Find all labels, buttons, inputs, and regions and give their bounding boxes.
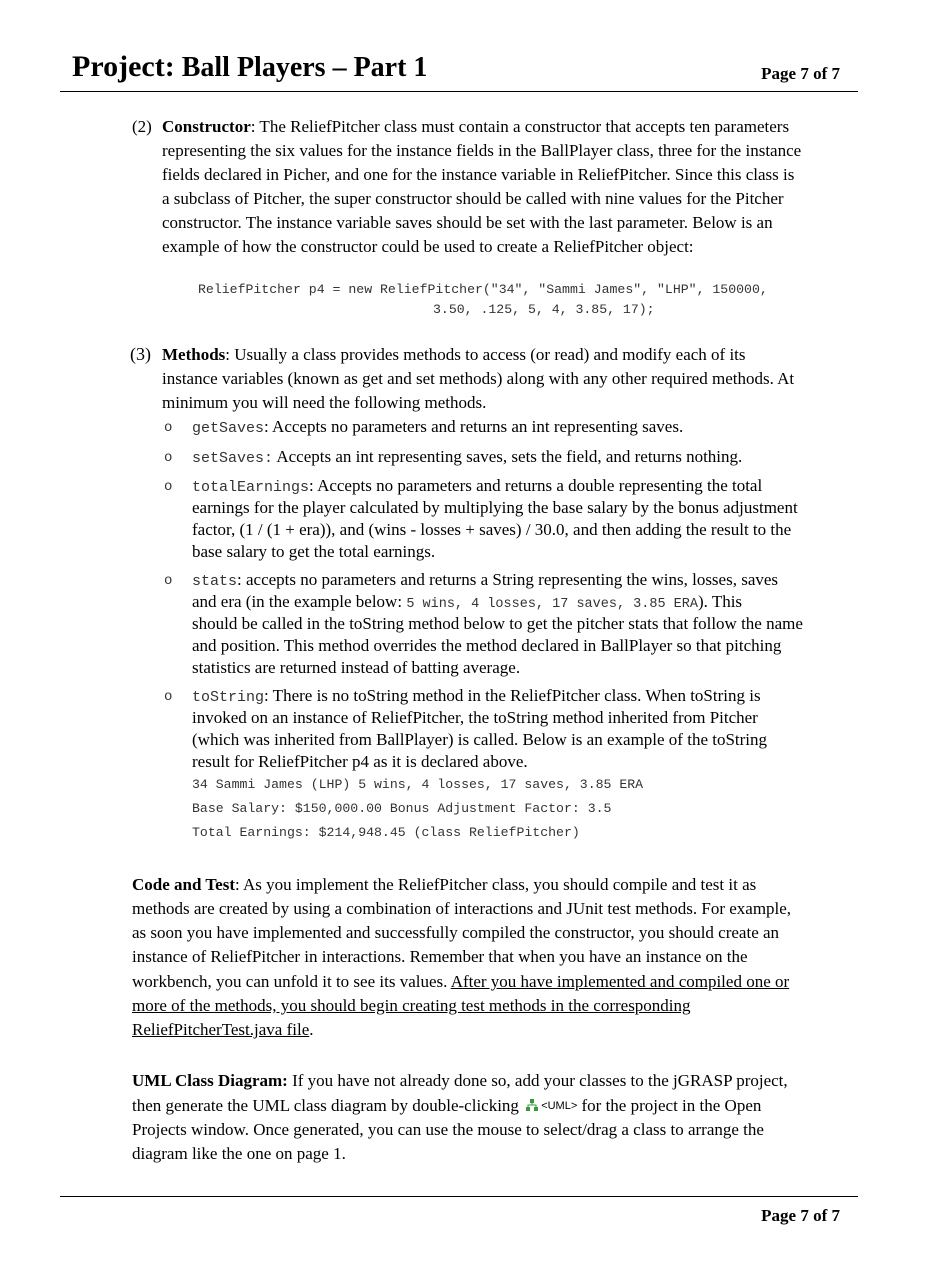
code-test-line-7: ReliefPitcherTest.java file. [132, 1020, 314, 1039]
constructor-number: (2) [132, 117, 152, 136]
method-name-setsaves: setSaves: [192, 450, 274, 467]
tostring-line-4: result for ReliefPitcher p4 as it is declared above. [192, 752, 528, 771]
list-item: toString: There is no toString method in the ReliefPitcher class. When toString is [192, 686, 761, 706]
uml-line-3: Projects window. Once generated, you can use the mouse to select/drag a class to arrange the [132, 1120, 764, 1139]
uml-diagram-icon [525, 1098, 539, 1112]
code-test-heading: Code and Test [132, 875, 235, 894]
constructor-line-6: example of how the constructor could be used to create a ReliefPitcher object: [162, 237, 694, 256]
constructor-code-line-1: ReliefPitcher p4 = new ReliefPitcher("34", "Sammi James", "LHP", 150000, [198, 282, 768, 297]
list-item: getSaves: Accepts no parameters and returns an int representing saves. [192, 417, 684, 437]
totalearnings-line-4: base salary to get the total earnings. [192, 542, 436, 561]
constructor-heading: Constructor [162, 117, 251, 136]
methods-line-3: minimum you will need the following methods. [162, 393, 487, 412]
tostring-output-line-2: Base Salary: $150,000.00 Bonus Adjustment Factor: 3.5 [192, 801, 612, 816]
title-prefix: Project: [72, 50, 175, 83]
list-item: totalEarnings: Accepts no parameters and returns a double representing the total [192, 476, 763, 496]
totalearnings-line-3: factor, (1 / (1 + era)), and (wins - losses + saves) / 30.0, and then adding the result to the [192, 520, 792, 539]
uml-heading: UML Class Diagram: [132, 1071, 288, 1090]
method-name-stats: stats [192, 573, 238, 590]
tostring-output-line-3: Total Earnings: $214,948.45 (class ReliefPitcher) [192, 825, 580, 840]
constructor-line-3: fields declared in Picher, and one for the instance variable in ReliefPitcher. Since this class is [162, 165, 795, 184]
methods-line-2: instance variables (known as get and set methods) along with any other required methods. At [162, 369, 795, 388]
method-name-tostring: toString [192, 689, 265, 706]
code-test-underlined-3: ReliefPitcherTest.java file [132, 1020, 310, 1039]
uml-icon-label: <UML> [541, 1100, 578, 1112]
list-item: stats: accepts no parameters and returns a String representing the wins, losses, saves [192, 570, 779, 590]
methods-number: (3) [130, 344, 151, 364]
code-test-line-5: workbench, you can unfold it to see its values. After you have implemented and compiled one or [132, 972, 790, 991]
stats-inline-code: 5 wins, 4 losses, 17 saves, 3.85 ERA [406, 597, 698, 612]
method-name-getsaves: getSaves [192, 420, 265, 437]
title-rest: Ball Players – Part 1 [181, 52, 428, 83]
page-title [72, 50, 427, 84]
tostring-output-line-1: 34 Sammi James (LHP) 5 wins, 4 losses, 17 saves, 3.85 ERA [192, 777, 644, 792]
methods-line-1: Methods: Usually a class provides methods to access (or read) and modify each of its [162, 345, 746, 364]
header-rule [60, 91, 858, 92]
totalearnings-line-2: earnings for the player calculated by multiplying the base salary by the bonus adjustment [192, 498, 798, 517]
code-test-underlined-2: more of the methods, you should begin creating test methods in the corresponding [132, 996, 691, 1015]
code-test-line-3: as soon you have implemented and successfully compiled the constructor, you should create an [132, 923, 780, 942]
bullet: o [164, 479, 173, 495]
constructor-code-line-2: 3.50, .125, 5, 4, 3.85, 17); [433, 302, 655, 317]
uml-line-2: then generate the UML class diagram by double-clicking <UML> for the project in the Open [132, 1096, 762, 1115]
stats-line-3: should be called in the toString method below to get the pitcher stats that follow the name [192, 614, 803, 633]
bullet: o [164, 450, 173, 466]
bullet: o [164, 420, 173, 436]
list-item: setSaves: Accepts an int representing saves, sets the field, and returns nothing. [192, 447, 743, 467]
bullet: o [164, 573, 173, 589]
footer-rule [60, 1196, 858, 1197]
stats-line-4: and position. This method overrides the method declared in BallPlayer so that pitching [192, 636, 782, 655]
constructor-line-4: a subclass of Pitcher, the super constructor should be called with nine values for the Pitcher [162, 189, 784, 208]
header-page-number: Page 7 of 7 [761, 64, 840, 83]
code-test-line-2: methods are created by using a combination of interactions and JUnit test methods. For example, [132, 899, 792, 918]
method-name-totalearnings: totalEarnings [192, 479, 310, 496]
methods-heading: Methods [162, 345, 226, 364]
footer-page-number: Page 7 of 7 [761, 1206, 840, 1225]
code-test-line-1: Code and Test: As you implement the ReliefPitcher class, you should compile and test it as [132, 875, 757, 894]
uml-line-1: UML Class Diagram: If you have not already done so, add your classes to the jGRASP project, [132, 1071, 788, 1090]
code-test-line-4: instance of ReliefPitcher in interactions. Remember that when you have an instance on the [132, 947, 748, 966]
constructor-line-1: Constructor: The ReliefPitcher class must contain a constructor that accepts ten parameters [162, 117, 790, 136]
constructor-line-5: constructor. The instance variable saves should be set with the last parameter. Below is an [162, 213, 773, 232]
code-test-line-6 [132, 996, 691, 1016]
tostring-line-3: (which was inherited from BallPlayer) is called. Below is an example of the toString [192, 730, 768, 749]
code-test-underlined-1: After you have implemented and compiled one or [450, 972, 790, 991]
stats-line-2: and era (in the example below: 5 wins, 4 losses, 17 saves, 3.85 ERA). This [192, 592, 743, 612]
uml-line-4: diagram like the one on page 1. [132, 1144, 346, 1163]
bullet: o [164, 689, 173, 705]
tostring-line-2: invoked on an instance of ReliefPitcher, the toString method inherited from Pitcher [192, 708, 758, 727]
constructor-line-2: representing the six values for the instance fields in the BallPlayer class, three for the instance [162, 141, 802, 160]
stats-line-5: statistics are returned instead of batting average. [192, 658, 521, 677]
